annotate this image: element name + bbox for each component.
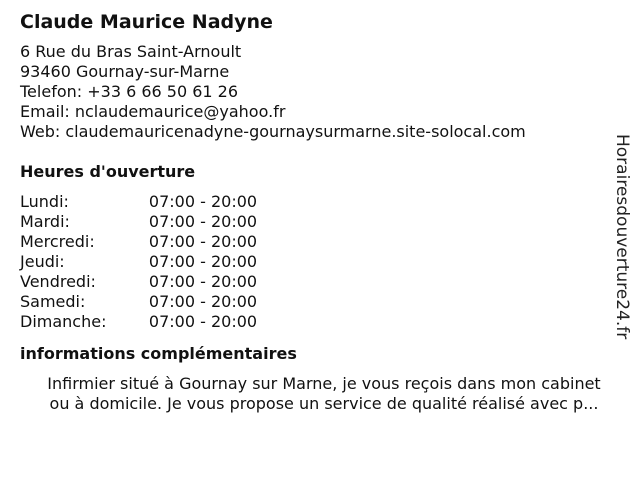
hours-table [20,192,620,332]
hours-row [20,212,620,232]
business-card [20,10,620,414]
time-range: 07:00 - 20:00 [148,272,258,291]
info-line-2: ou à domicile. Je vous propose un service de qualité réalisé avec p... [49,394,599,413]
time-range: 07:00 - 20:00 [148,252,258,271]
email-address[interactable]: Email: nclaudemaurice@yahoo.fr [20,102,286,121]
day-label: Vendredi: [20,272,96,291]
day-label: Lundi: [20,192,69,211]
info-line-1: Infirmier situé à Gournay sur Marne, je vous reçois dans mon cabinet [47,374,601,393]
city-address: 93460 Gournay-sur-Marne [20,62,230,81]
hours-row [20,312,620,332]
hours-row [20,232,620,252]
day-label: Samedi: [20,292,86,311]
time-range: 07:00 - 20:00 [148,312,258,331]
time-range: 07:00 - 20:00 [148,192,258,211]
site-watermark-text: Horairesdouverture24.fr [612,134,632,340]
hours-row [20,252,620,272]
info-description [20,374,628,414]
day-label: Mardi: [20,212,70,231]
website-link[interactable]: Web: claudemauricenadyne-gournaysurmarne.site-solocal.com [20,122,526,141]
day-label: Dimanche: [20,312,107,331]
hours-row [20,272,620,292]
contact-block [20,42,620,142]
business-name: Claude Maurice Nadyne [20,11,273,33]
time-range: 07:00 - 20:00 [148,232,258,251]
hours-row [20,292,620,312]
time-range: 07:00 - 20:00 [148,212,258,231]
hours-heading: Heures d'ouverture [20,162,196,181]
hours-row [20,192,620,212]
street-address: 6 Rue du Bras Saint-Arnoult [20,42,242,61]
phone-number[interactable]: Telefon: +33 6 66 50 61 26 [20,82,239,101]
info-heading: informations complémentaires [20,344,297,363]
time-range: 07:00 - 20:00 [148,292,258,311]
day-label: Jeudi: [20,252,65,271]
day-label: Mercredi: [20,232,95,251]
